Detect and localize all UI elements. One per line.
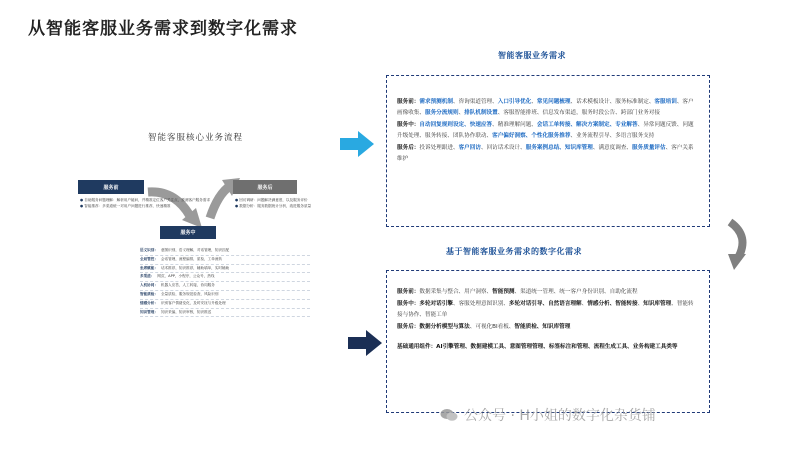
text-run: 、业务流程引导、多语言服务支持	[570, 133, 655, 139]
page-title: 从智能客服业务需求到数字化需求	[28, 19, 298, 39]
row-value: 识别客户情绪变化，及时安抚与升级处理	[160, 300, 226, 305]
text-run: 客服培训	[654, 99, 677, 105]
stage-post-box	[233, 180, 297, 194]
row-value: 全量质检，服务规范检查，风险识别	[160, 291, 219, 296]
text-run: 数据分析模型与算法	[419, 324, 470, 330]
row-key: 人机协同：	[140, 283, 158, 288]
stage-post-list	[235, 198, 317, 210]
row-value: 话术推荐，知识推荐，辅助填单，实时辅助	[160, 265, 230, 270]
row-key: 多渠道：	[140, 274, 155, 279]
text-run: 、客户画像收集、	[397, 99, 694, 116]
row-key: 语义识别：	[140, 248, 158, 252]
stage-post-label: 服务后	[257, 184, 273, 191]
text-run: 、	[581, 301, 588, 307]
text-run: 排队机制设置	[464, 110, 498, 116]
text-run: 智能预测	[492, 289, 515, 295]
digital-mid: 服务中：多轮对话引擎、客服处理意图识别、多轮对话引导、自然语言理解、情感分析、智能转接、知识库管理、智能转接与协作、智能工单	[397, 301, 694, 318]
row-value: 意图识别，语义理解，对话管理，知识匹配	[160, 248, 230, 252]
text-run: 需求预测机制	[419, 99, 453, 105]
text-run: 、客户关系维护	[397, 145, 694, 162]
text-run: 服务案例总结、知识库管理	[525, 145, 593, 151]
text-run: 常见问题梳理	[536, 99, 571, 105]
text-run: 、可视化BI看板、	[469, 324, 515, 330]
table-row	[140, 301, 310, 309]
navy-right-arrow-icon	[348, 330, 382, 356]
row-key: 全局管控：	[140, 256, 158, 261]
digital-post: 服务后：数据分析模型与算法、可视化BI看板、智能质检、知识库管理	[397, 324, 571, 330]
table-row	[140, 257, 310, 265]
table-row	[140, 248, 310, 256]
text-run: 、渠道统一管理、统一客户身份识别、自助化流程	[514, 289, 638, 295]
text-run: 、	[531, 99, 537, 105]
text-run: 、客服处理意图识别、	[452, 301, 509, 307]
watermark-text: 公众号 · H小姐的数字化杂货铺	[464, 408, 656, 424]
text-run: 多轮对话引擎	[419, 301, 453, 307]
curved-arrow-up	[210, 186, 230, 218]
digital-needs-title: 基于智能客服业务需求的数字化需求	[446, 246, 582, 256]
table-row	[140, 283, 310, 291]
stage-pre-list	[80, 198, 211, 210]
text-run: 、回访话术设计、	[480, 145, 526, 151]
text-run: 智能质检、知识库管理	[514, 324, 571, 330]
text-run: 服务质量评估	[632, 145, 666, 151]
stage-pre-label: 服务前	[103, 184, 119, 191]
digital-foundation: 基础通用组件：AI引擎管理、数据建模工具、意图管理管理、标签标注和管理、流程生成工具、业务构建工具类等	[397, 344, 678, 350]
watermark	[440, 405, 656, 425]
business-post: 服务后：投诉处理跟进、客户回访、回访话术设计、服务案例总结、知识库管理、满意度调查、服务质量评估、客户关系维护	[397, 145, 694, 162]
text-run: 、异常问题反馈、问题升级处理、服务转接、团队协作联动、	[397, 122, 694, 139]
text-run: 、	[458, 110, 465, 116]
row-value: 会话管理，流程编排，质检，工单流转	[160, 256, 223, 261]
table-row	[140, 292, 310, 300]
text-run: 、智能转接与协作、智能工单	[397, 301, 694, 318]
business-needs-box	[386, 75, 710, 227]
text-run: 客户偏好洞察、个性化服务推荐	[492, 133, 571, 139]
text-run: 入口引导优化	[497, 99, 532, 105]
right-arrow-icon	[340, 131, 374, 157]
list-item: ● 数据分析：服务数据统计分析，改进服务质量	[235, 203, 312, 208]
text-run: 、	[637, 301, 644, 307]
business-mid: 服务中：自动回复规则设定、快速应答、精准理解问题、会话工单转接、解决方案制定、专业解答、异常问题反馈、问题升级处理、服务转接、团队协作联动、客户偏好洞察、个性化服务推荐、业务流程引导、多语言服务支持	[397, 122, 694, 139]
table-row	[140, 310, 310, 318]
text-run: 数据采集与整合、用户洞察、	[419, 289, 493, 295]
text-run: 投诉处理跟进、	[419, 145, 459, 151]
row-value: 网页，APP，小程序，公众号，热线	[157, 274, 215, 279]
row-key: 智能质检：	[140, 291, 158, 296]
text-run: 、咨询渠道管理、	[452, 99, 498, 105]
text-run: 客户回访	[458, 145, 481, 151]
stage-mid-list	[140, 248, 310, 318]
row-value: 知识采编，知识审核，知识推送	[160, 309, 212, 314]
text-run: 、话术模板设计、服务标准制定、	[570, 99, 655, 105]
text-run: 、精准理解问题、	[492, 122, 537, 128]
row-key: 情感分析：	[140, 300, 158, 305]
digital-needs-box	[386, 270, 710, 413]
stage-mid-box	[160, 226, 216, 239]
table-row	[140, 266, 310, 274]
text-run: 、满意度调查、	[592, 145, 633, 151]
text-run: 情感分析、智能转接	[587, 301, 638, 307]
curved-down-arrow-icon	[722, 218, 754, 270]
row-value: 机器人应答，人工转接，协同服务	[160, 283, 215, 288]
text-run: 服务分流规则	[424, 110, 459, 116]
stage-mid-label: 服务中	[180, 230, 196, 236]
list-item: ● 回访调研：问题解决满意度，以及服务评价	[235, 198, 308, 202]
list-item: ● 智能推荐：多渠道统一对用户问题进行推荐，快速精准	[80, 203, 171, 208]
stage-pre-box	[78, 180, 144, 194]
text-run: 会话工单转接、解决方案制定、专业解答	[536, 122, 638, 128]
table-row	[140, 274, 310, 282]
flow-title: 智能客服核心业务流程	[148, 133, 244, 143]
text-run: 、客服智能排班、信息发布渠道，服务时段公告、跨部门业务对接	[497, 110, 660, 116]
text-run: 自动回复规则设定、快速应答	[419, 122, 493, 128]
list-item: ● 自助服务问题理解：解析用户疑问，并精准定位客户关注点，预测客户服务需求	[80, 198, 211, 202]
business-needs-title: 智能客服业务需求	[498, 50, 566, 60]
text-run: 多轮对话引导、自然语言理解	[508, 301, 582, 307]
text-run: 知识库管理	[643, 301, 672, 307]
row-key: 坐席赋能：	[140, 265, 158, 270]
business-pre: 服务前：需求预测机制、咨询渠道管理、入口引导优化、常见问题梳理、话术模板设计、服务标准制定、客服培训、客户画像收集、服务分流规则、排队机制设置、客服智能排班、信息发布渠道，服务时段公告、跨部门业务对接	[397, 99, 694, 116]
wechat-icon	[440, 408, 458, 422]
row-key: 知识管理：	[140, 309, 158, 314]
digital-pre: 服务前：数据采集与整合、用户洞察、智能预测、渠道统一管理、统一客户身份识别、自助化流程	[397, 289, 638, 295]
